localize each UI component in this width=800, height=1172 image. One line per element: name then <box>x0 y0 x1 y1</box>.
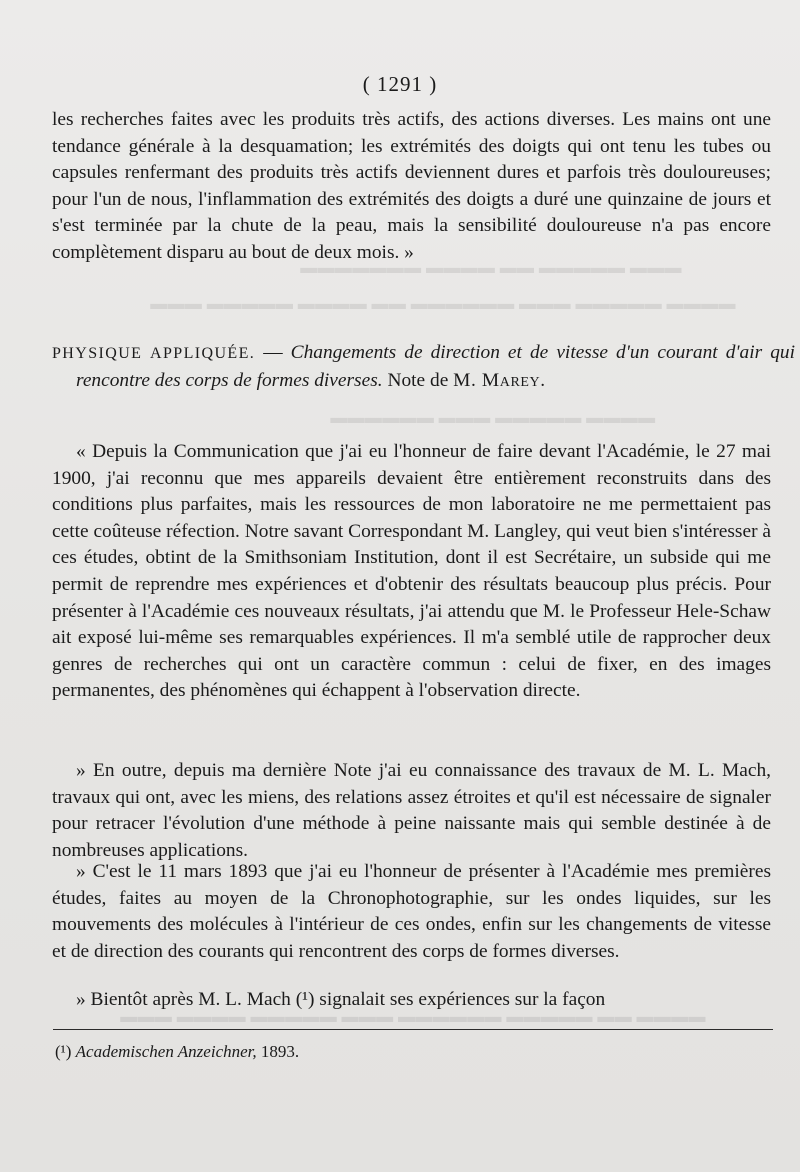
show-through-texture: ▬▬▬▬ ▬▬ ▬▬▬▬▬ ▬▬▬▬▬▬ ▬▬▬ ▬▬▬▬▬ ▬▬▬▬ ▬▬▬ <box>120 1007 706 1026</box>
paragraph <box>52 859 771 965</box>
section-label: PHYSIQUE APPLIQUÉE. <box>52 345 256 362</box>
heading-dash: — <box>255 342 291 363</box>
paragraph <box>52 758 771 864</box>
footnote-divider <box>53 1029 773 1030</box>
paragraph <box>52 987 771 1014</box>
paragraph-continuation <box>52 107 771 267</box>
footnote <box>55 1040 755 1064</box>
footnote-year: 1893. <box>256 1042 300 1061</box>
show-through-texture: ▬▬▬ ▬▬▬▬▬ ▬▬ ▬▬▬▬ ▬▬▬▬▬▬▬ <box>300 258 682 277</box>
paragraph-text: » C'est le 11 mars 1893 que j'ai eu l'honneur de présenter à l'Académie mes premières études, faites au moyen de la Chronophotographie, sur les ondes liquides, sur les mouvements des molécules à l'intérieur de ces ondes, enfin sur les changements de vitesse et de direction des courants qui rencontrent des corps de formes diverses. <box>52 861 771 962</box>
footnote-marker: (¹) <box>55 1042 76 1061</box>
show-through-texture: ▬▬▬▬ ▬▬▬▬▬ ▬▬▬ ▬▬▬▬▬▬ <box>330 408 656 427</box>
paragraph-text: » En outre, depuis ma dernière Note j'ai eu connaissance des travaux de M. L. Mach, travaux qui ont, avec les miens, des relations assez étroites et qu'il est nécessaire de signaler pour retracer l'évolution d'une méthode à peine naissante mais qui semble destinée à de nombreuses applications. <box>52 760 771 861</box>
paragraph <box>52 439 771 705</box>
section-heading <box>52 340 795 394</box>
note-de-label: Note de <box>382 369 454 391</box>
paragraph-text: » Bientôt après M. L. Mach (¹) signalait ses expériences sur la façon <box>76 989 606 1010</box>
paragraph-text: « Depuis la Communication que j'ai eu l'honneur de faire devant l'Académie, le 27 mai 1900, j'ai reconnu que mes appareils devaient être entièrement reconstruits dans des conditions plus parfaites, mais les ressources de mon laboratoire ne me permettaient pas cette coûteuse réfection. Notre savant Correspondant M. Langley, qui veut bien s'intéresser à ces études, obtint de la Smithsoniam Institution, dont il est Secrétaire, un subside qui me permit de reprendre mes expériences et d'obtenir des résultats beaucoup plus précis. Pour présenter à l'Académie ces nouveaux résultats, j'ai attendu que M. le Professeur Hele-Schaw ait exposé lui-même ses remarquables expériences. Il m'a semblé utile de rapprocher deux genres de recherches qui ont un caractère commun : celui de fixer, en des images permanentes, des phénomènes qui échappent à l'observation directe. <box>52 441 771 702</box>
article-title: Changements de direction et de vitesse d'un courant d'air qui rencontre des corps de formes diverses. <box>76 342 795 391</box>
footnote-title: Academischen Anzeichner, <box>75 1042 257 1061</box>
paragraph-text: les recherches faites avec les produits très actifs, des actions diverses. Les mains ont une tendance générale à la desquamation; les extrémités des doigts qui ont tenu les tubes ou capsules renfermant des produits très actifs deviennent dures et parfois très douloureuses; pour l'un de nous, l'inflammation des extrémités des doigts a duré une quinzaine de jours et s'est terminée par la chute de la peau, mais la sensibilité douloureuse n'a pas encore complètement disparu au bout de deux mois. » <box>52 109 771 263</box>
page-number: ( 1291 ) <box>362 72 438 96</box>
author-name: M. Marey. <box>453 369 546 391</box>
show-through-texture: ▬▬▬▬ ▬▬▬▬▬ ▬▬▬ ▬▬▬▬▬▬ ▬▬ ▬▬▬▬ ▬▬▬▬▬ ▬▬▬ <box>150 294 736 313</box>
